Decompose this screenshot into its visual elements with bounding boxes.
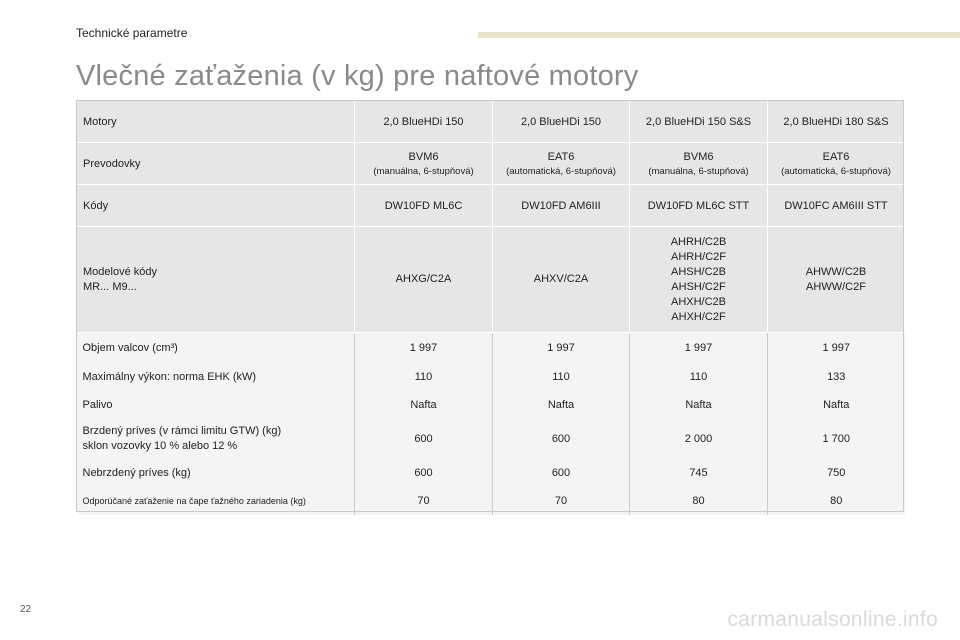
row-label: Maximálny výkon: norma EHK (kW) (77, 363, 355, 391)
table-row (77, 333, 905, 363)
gearbox-code: EAT6 (822, 150, 850, 163)
gearbox-code: EAT6 (547, 150, 575, 163)
table-cell: 745 (630, 459, 768, 487)
table-cell: 600 (355, 419, 493, 459)
page-title: Vlečné zaťaženia (v kg) pre naftové motory (76, 60, 639, 92)
row-label (77, 419, 355, 459)
table-cell: 600 (355, 459, 493, 487)
row-label: Nebrzdený príves (kg) (77, 459, 355, 487)
header-accent-bar (478, 32, 960, 38)
row-label-line: MR... M9... (83, 280, 137, 293)
table-cell: DW10FC AM6III STT (768, 185, 905, 227)
model-code: AHXG/C2A (395, 273, 452, 285)
gearbox-description: (automatická, 6-stupňová) (506, 165, 616, 177)
table-cell (768, 143, 905, 185)
row-label: Palivo (77, 391, 355, 419)
table-cell: 1 997 (630, 333, 768, 363)
table-cell: 750 (768, 459, 905, 487)
row-label: Objem valcov (cm³) (77, 333, 355, 363)
table-header-group (77, 101, 905, 333)
towing-load-table (76, 100, 905, 515)
table-cell: 80 (630, 487, 768, 515)
table-row-model-codes (77, 227, 905, 333)
table-cell (768, 227, 905, 333)
model-code: AHRH/C2F (670, 250, 726, 263)
table-cell: DW10FD ML6C STT (630, 185, 768, 227)
table-cell: 110 (630, 363, 768, 391)
table-cell: Nafta (355, 391, 493, 419)
table-cell: 110 (355, 363, 493, 391)
table-cell: 2 000 (630, 419, 768, 459)
table-cell: 1 997 (493, 333, 630, 363)
table-cell: DW10FD ML6C (355, 185, 493, 227)
page-number: 22 (20, 604, 32, 615)
table-values-group (77, 333, 905, 515)
table-cell: Nafta (768, 391, 905, 419)
table-cell: 1 997 (355, 333, 493, 363)
table-cell: 2,0 BlueHDi 180 S&S (768, 101, 905, 143)
row-label: Prevodovky (77, 143, 355, 185)
model-code: AHSH/C2F (671, 280, 726, 293)
row-label-line: Modelové kódy (83, 265, 157, 278)
gearbox-description: (automatická, 6-stupňová) (781, 165, 891, 177)
table-row (77, 363, 905, 391)
table-row (77, 487, 905, 515)
table-row (77, 419, 905, 459)
table-cell: 600 (493, 419, 630, 459)
gearbox-description: (manuálna, 6-stupňová) (648, 165, 749, 177)
gearbox-code: BVM6 (683, 150, 714, 163)
table-row-gearboxes (77, 143, 905, 185)
gearbox-description: (manuálna, 6-stupňová) (373, 165, 474, 177)
table-cell (630, 143, 768, 185)
table-cell: 133 (768, 363, 905, 391)
table-cell: Nafta (493, 391, 630, 419)
model-code: AHXH/C2B (670, 295, 727, 308)
model-code: AHXH/C2F (671, 310, 726, 323)
table-row-engines (77, 101, 905, 143)
table-cell: 80 (768, 487, 905, 515)
table-cell: 600 (493, 459, 630, 487)
section-label: Technické parametre (76, 26, 188, 40)
model-code: AHSH/C2B (670, 265, 727, 278)
gearbox-code: BVM6 (408, 150, 439, 163)
model-code: AHXV/C2A (533, 273, 589, 285)
table-cell (493, 227, 630, 333)
row-label: Odporúčané zaťaženie na čape ťažného zariadenia (kg) (77, 487, 355, 515)
table-cell (355, 143, 493, 185)
row-label: Kódy (77, 185, 355, 227)
row-label: Motory (77, 101, 355, 143)
model-code: AHWW/C2F (806, 280, 866, 293)
table-row (77, 391, 905, 419)
table-cell: 1 997 (768, 333, 905, 363)
table-cell: 2,0 BlueHDi 150 (493, 101, 630, 143)
table-cell (630, 227, 768, 333)
table-cell: Nafta (630, 391, 768, 419)
row-label-line: Brzdený príves (v rámci limitu GTW) (kg) (82, 425, 282, 437)
table-cell: 2,0 BlueHDi 150 (355, 101, 493, 143)
model-code: AHWW/C2B (805, 265, 867, 278)
table-cell: 70 (493, 487, 630, 515)
table-cell (493, 143, 630, 185)
watermark: carmanualsonline.info (727, 608, 938, 631)
model-code: AHRH/C2B (670, 235, 727, 248)
table-cell: DW10FD AM6III (493, 185, 630, 227)
row-label (77, 227, 355, 333)
table-row (77, 459, 905, 487)
table-cell: 2,0 BlueHDi 150 S&S (630, 101, 768, 143)
table-cell (355, 227, 493, 333)
table-cell: 110 (493, 363, 630, 391)
table-cell: 1 700 (768, 419, 905, 459)
table-cell: 70 (355, 487, 493, 515)
row-label-line: sklon vozovky 10 % alebo 12 % (82, 440, 238, 452)
table-row-codes (77, 185, 905, 227)
